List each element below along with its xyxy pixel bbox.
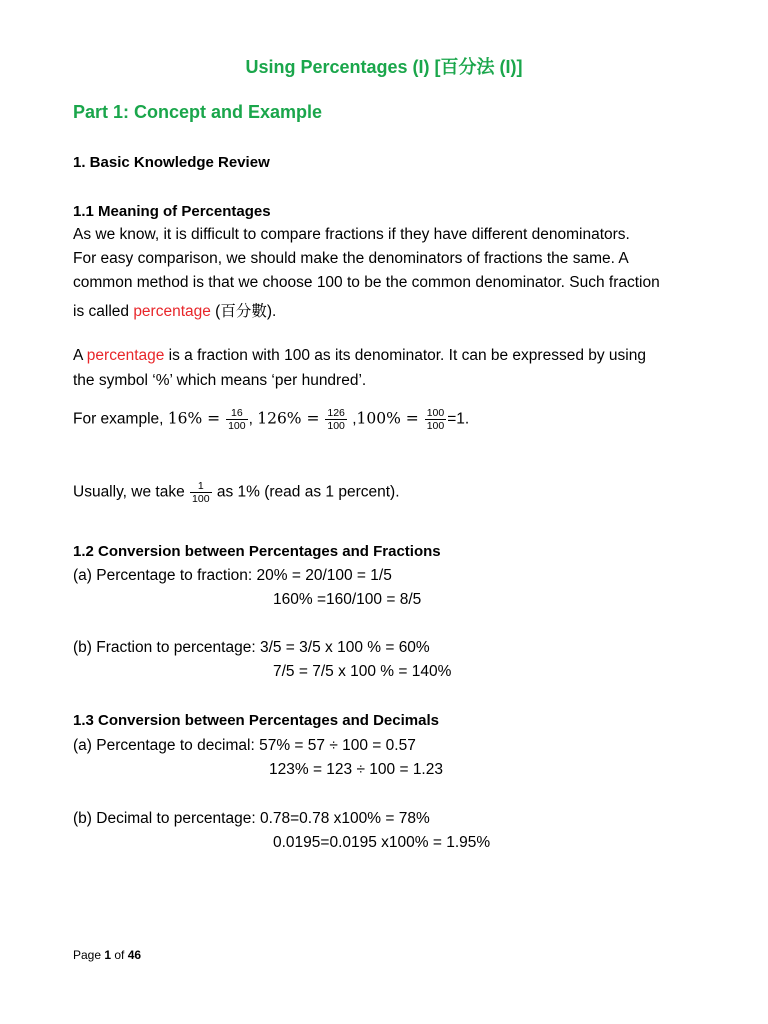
text-span: Usually, we take bbox=[73, 483, 190, 501]
paragraph-line: common method is that we choose 100 to be the common denominator. Such fraction bbox=[73, 274, 660, 291]
footer-text: of bbox=[111, 948, 128, 962]
numerator: 16 bbox=[226, 407, 248, 420]
conversion-line: (b) Fraction to percentage: 3/5 = 3/5 x 100 % = 60% bbox=[73, 639, 430, 656]
fraction bbox=[425, 407, 447, 432]
fraction bbox=[226, 407, 248, 432]
paragraph-line: the symbol ‘%’ which means ‘per hundred’. bbox=[73, 372, 367, 389]
denominator: 100 bbox=[327, 420, 345, 432]
fraction bbox=[325, 407, 347, 432]
term-percentage: percentage bbox=[86, 347, 165, 364]
numerator: 100 bbox=[426, 407, 445, 419]
paragraph-line bbox=[73, 299, 276, 321]
text-span: A bbox=[73, 347, 87, 364]
conversion-line: 160% =160/100 = 8/5 bbox=[273, 591, 422, 608]
text-span: (百分數). bbox=[210, 303, 277, 320]
math-expression: 126% = bbox=[257, 409, 325, 428]
conversion-line: 7/5 = 7/5 x 100 % = 140% bbox=[273, 663, 452, 680]
math-expression: 100% = bbox=[356, 409, 424, 428]
conversion-line: (a) Percentage to fraction: 20% = 20/100 = 1/5 bbox=[73, 567, 392, 584]
paragraph-line bbox=[73, 347, 646, 365]
fraction bbox=[190, 480, 212, 505]
numerator: 126 bbox=[327, 407, 345, 419]
conversion-line: 123% = 123 ÷ 100 = 1.23 bbox=[269, 761, 443, 778]
math-expression: 16% = bbox=[167, 409, 226, 428]
page-number: 1 bbox=[104, 948, 112, 962]
paragraph-line bbox=[73, 480, 400, 505]
term-percentage: percentage bbox=[133, 303, 211, 320]
section-1-3-heading: 1.3 Conversion between Percentages and Decimals bbox=[73, 712, 439, 729]
paragraph-line: As we know, it is difficult to compare fractions if they have different denominators. bbox=[73, 226, 630, 243]
denominator: 100 bbox=[426, 420, 445, 432]
page-footer bbox=[73, 948, 141, 962]
page-title: Using Percentages (I) [百分法 (I)] bbox=[245, 57, 523, 77]
denominator: 100 bbox=[192, 493, 210, 505]
text-span: , bbox=[248, 410, 258, 428]
numerator: 1 bbox=[190, 480, 212, 493]
example-line bbox=[73, 407, 469, 432]
text-span: =1. bbox=[447, 410, 470, 428]
conversion-line: (b) Decimal to percentage: 0.78=0.78 x100% = 78% bbox=[73, 810, 430, 827]
section-1-1-heading: 1.1 Meaning of Percentages bbox=[73, 203, 271, 220]
page-total: 46 bbox=[127, 948, 142, 962]
part-heading: Part 1: Concept and Example bbox=[73, 102, 323, 122]
paragraph-line: For easy comparison, we should make the denominators of fractions the same. A bbox=[73, 250, 629, 267]
section-1-heading: 1. Basic Knowledge Review bbox=[73, 154, 270, 171]
denominator: 100 bbox=[228, 420, 246, 432]
text-span: is a fraction with 100 as its denominator. It can be expressed by using bbox=[164, 347, 646, 364]
text-span: , bbox=[347, 410, 357, 428]
text-span: as 1% (read as 1 percent). bbox=[212, 483, 400, 501]
section-1-2-heading: 1.2 Conversion between Percentages and Fractions bbox=[73, 543, 441, 560]
conversion-line: (a) Percentage to decimal: 57% = 57 ÷ 100 = 0.57 bbox=[73, 737, 416, 754]
text-span: For example, bbox=[73, 410, 168, 428]
conversion-line: 0.0195=0.0195 x100% = 1.95% bbox=[273, 834, 491, 851]
footer-text: Page bbox=[73, 948, 105, 962]
text-span: is called bbox=[73, 303, 134, 320]
